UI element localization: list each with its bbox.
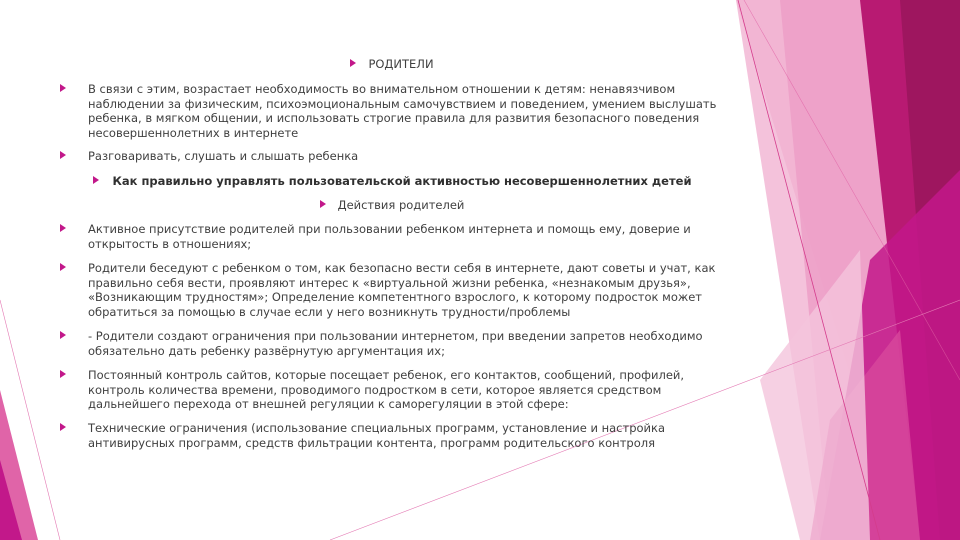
bullet-icon [320,200,326,208]
bullet-icon [60,224,66,232]
bullet-icon [60,263,66,271]
subheading-management [60,174,724,189]
heading-actions [60,198,724,213]
heading-text: РОДИТЕЛИ [368,57,434,71]
bullet-item [60,149,724,164]
bullet-text: В связи с этим, возрастает необходимость во внимательном отношении к детям: ненавязчивом наблюдении за физическим, психоэмоциональным самочувствием и поведением, умением выслушать ребенка, в мягком общении, и использовать строгие правила для развития безопасного поведения несовершеннолетних в интернете [88,82,717,140]
bullet-icon [60,331,66,339]
heading-text: Действия родителей [337,198,465,212]
bullet-item [60,329,724,358]
bullet-icon [60,151,66,159]
bullet-text: Постоянный контроль сайтов, которые посещает ребенок, его контактов, сообщений, профилей, контроль количества времени, проводимого подростком в сети, которое является средством дальнейшего перехода от внешней регуляции к саморегуляции в этой сфере: [88,368,685,411]
bullet-icon [60,370,66,378]
bullet-text: Разговаривать, слушать и слышать ребенка [88,149,359,163]
bullet-item [60,421,724,450]
bullet-icon [60,84,66,92]
bullet-icon [350,59,356,67]
bullet-item [60,368,724,412]
bullet-text: Родители беседуют с ребенком о том, как безопасно вести себя в интернете, дают советы и учат, как правильно себя вести, проявляют интерес к «виртуальной жизни ребенка, «незнакомым друзья», «Возникающим трудностям»; Определение компетентного взрослого, к которому подросток может обратиться за помощью в случае если у него возникнуть трудности/проблемы [88,261,716,319]
bullet-item [60,261,724,319]
bullet-item [60,222,724,251]
bullet-text: - Родители создают ограничения при пользовании интернетом, при введении запретов необходимо обязательно дать ребенку развёрнутую аргументация их; [88,329,703,358]
bullet-item [60,82,724,140]
bullet-text: Технические ограничения (использование специальных программ, установление и настройка антивирусных программ, средств фильтрации контента, программ родительского контроля [88,421,665,450]
subheading-text: Как правильно управлять пользовательской активностью несовершеннолетних детей [112,174,692,188]
bullet-text: Активное присутствие родителей при пользовании ребенком интернета и помощь ему, доверие и открытость в отношениях; [88,222,691,251]
heading-parents [60,57,724,72]
bullet-icon [93,176,99,184]
bullet-icon [60,423,66,431]
